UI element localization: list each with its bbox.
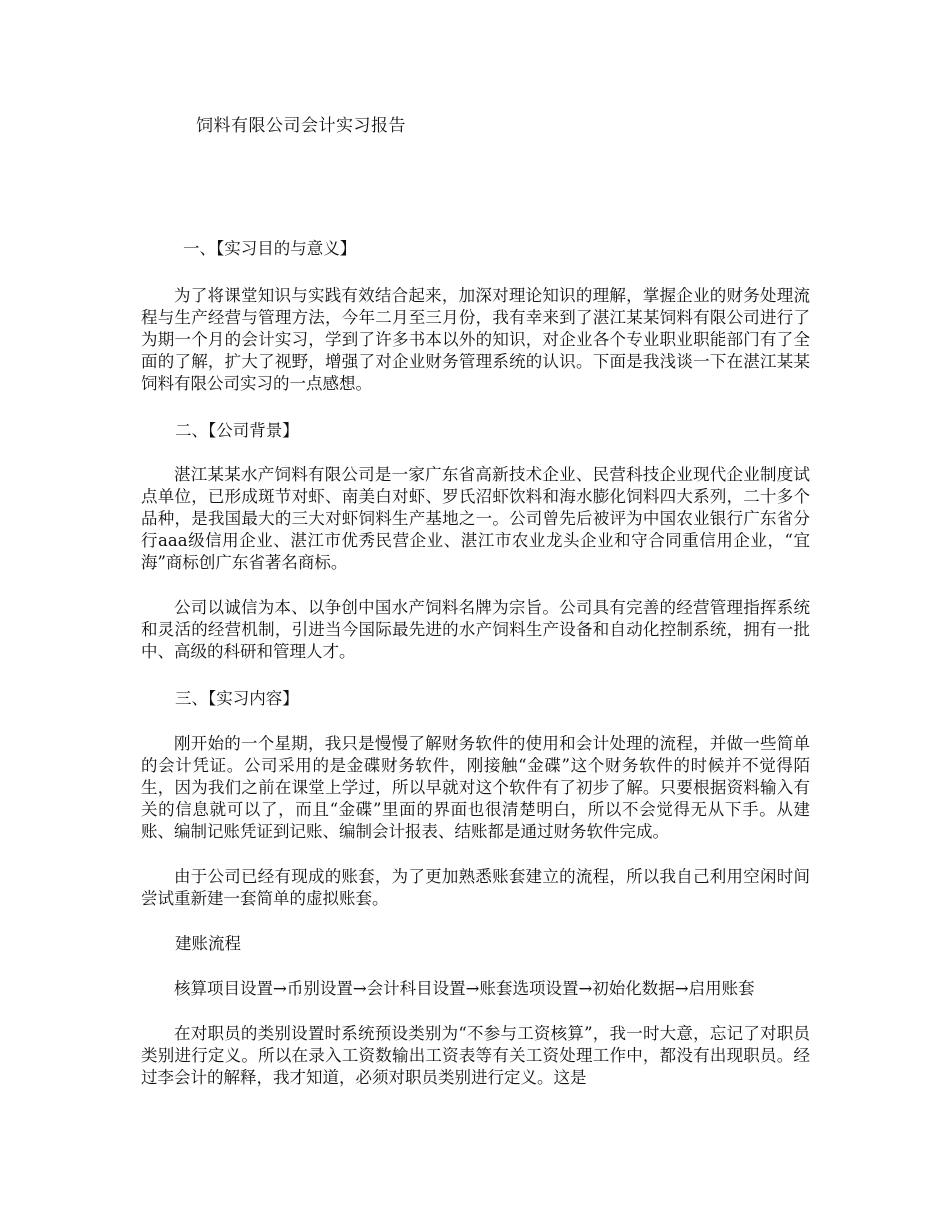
paragraph-first-week: 刚开始的一个星期，我只是慢慢了解财务软件的使用和会计处理的流程，并做一些简单的会计凭证。公司采用的是金碟财务软件，刚接触“金碟”这个财务软件的时候并不觉得陌生，因为我们之前在课堂上学过，所以早就对这个软件有了初步了解。只要根据资料输入有关的信息就可以了，而且“金碟”里面的界面也很清楚明白，所以不会觉得无从下手。从建账、编制记账凭证到记账、编制会计报表、结账都是通过财务软件完成。 <box>141 734 810 841</box>
account-setup-flow: 核算项目设置→币别设置→会计科目设置→账套选项设置→初始化数据→启用账套 <box>174 979 755 998</box>
paragraph-spacer <box>141 910 810 933</box>
section-heading-company-background: 二、【公司背景】 <box>175 421 299 440</box>
paragraph-employee-category: 在对职员的类别设置时系统预设类别为“不参与工资核算”，我一时大意，忘记了对职员类别进行定义。所以在录入工资数输出工资表等有关工资处理工作中，都没有出现职员。经过李会计的解释，我才知道，必须对职员类别进行定义。这是 <box>141 1024 810 1087</box>
document-title: 饲料有限公司会计实习报告 <box>196 116 406 136</box>
paragraph-spacer <box>141 574 810 597</box>
paragraph-purpose: 为了将课堂知识与实践有效结合起来，加深对理论知识的理解，掌握企业的财务处理流程与生产经营与管理方法，今年二月至三月份，我有幸来到了湛江某某饲料有限公司进行了为期一个月的会计实习，学到了许多书本以外的知识，对企业各个专业职业职能部门有了全面的了解，扩大了视野，增强了对企业财务管理系统的认识。下面是我浅谈一下在湛江某某饲料有限公司实习的一点感想。 <box>141 286 810 393</box>
paragraph-company-philosophy: 公司以诚信为本、以争创中国水产饲料名牌为宗旨。公司具有完善的经营管理指挥系统和灵活的经营机制，引进当今国际最先进的水产饲料生产设备和自动化控制系统，拥有一批中、高级的科研和管理人才。 <box>141 598 810 661</box>
document-body <box>141 238 810 1089</box>
section-heading-purpose: 一、【实习目的与意义】 <box>183 239 357 258</box>
paragraph-spacer <box>141 843 810 866</box>
account-setup-label: 建账流程 <box>175 934 241 953</box>
paragraph-virtual-account: 由于公司已经有现成的账套，为了更加熟悉账套建立的流程，所以我自己利用空闲时间尝试重新建一套简单的虚拟账套。 <box>141 867 810 908</box>
section-heading-internship-content: 三、【实习内容】 <box>175 689 299 708</box>
paragraph-spacer <box>141 1000 810 1023</box>
paragraph-spacer <box>141 955 810 978</box>
paragraph-company-intro: 湛江某某水产饲料有限公司是一家广东省高新技术企业、民营科技企业现代企业制度试点单位，已形成斑节对虾、南美白对虾、罗氏沼虾饮料和海水膨化饲料四大系列，二十多个品种，是我国最大的三大对虾饲料生产基地之一。公司曾先后被评为中国农业银行广东省分行aaa级信用企业、湛江市优秀民营企业、湛江市农业龙头企业和守合同重信用企业，“宜海”商标创广东省著名商标。 <box>141 465 810 572</box>
